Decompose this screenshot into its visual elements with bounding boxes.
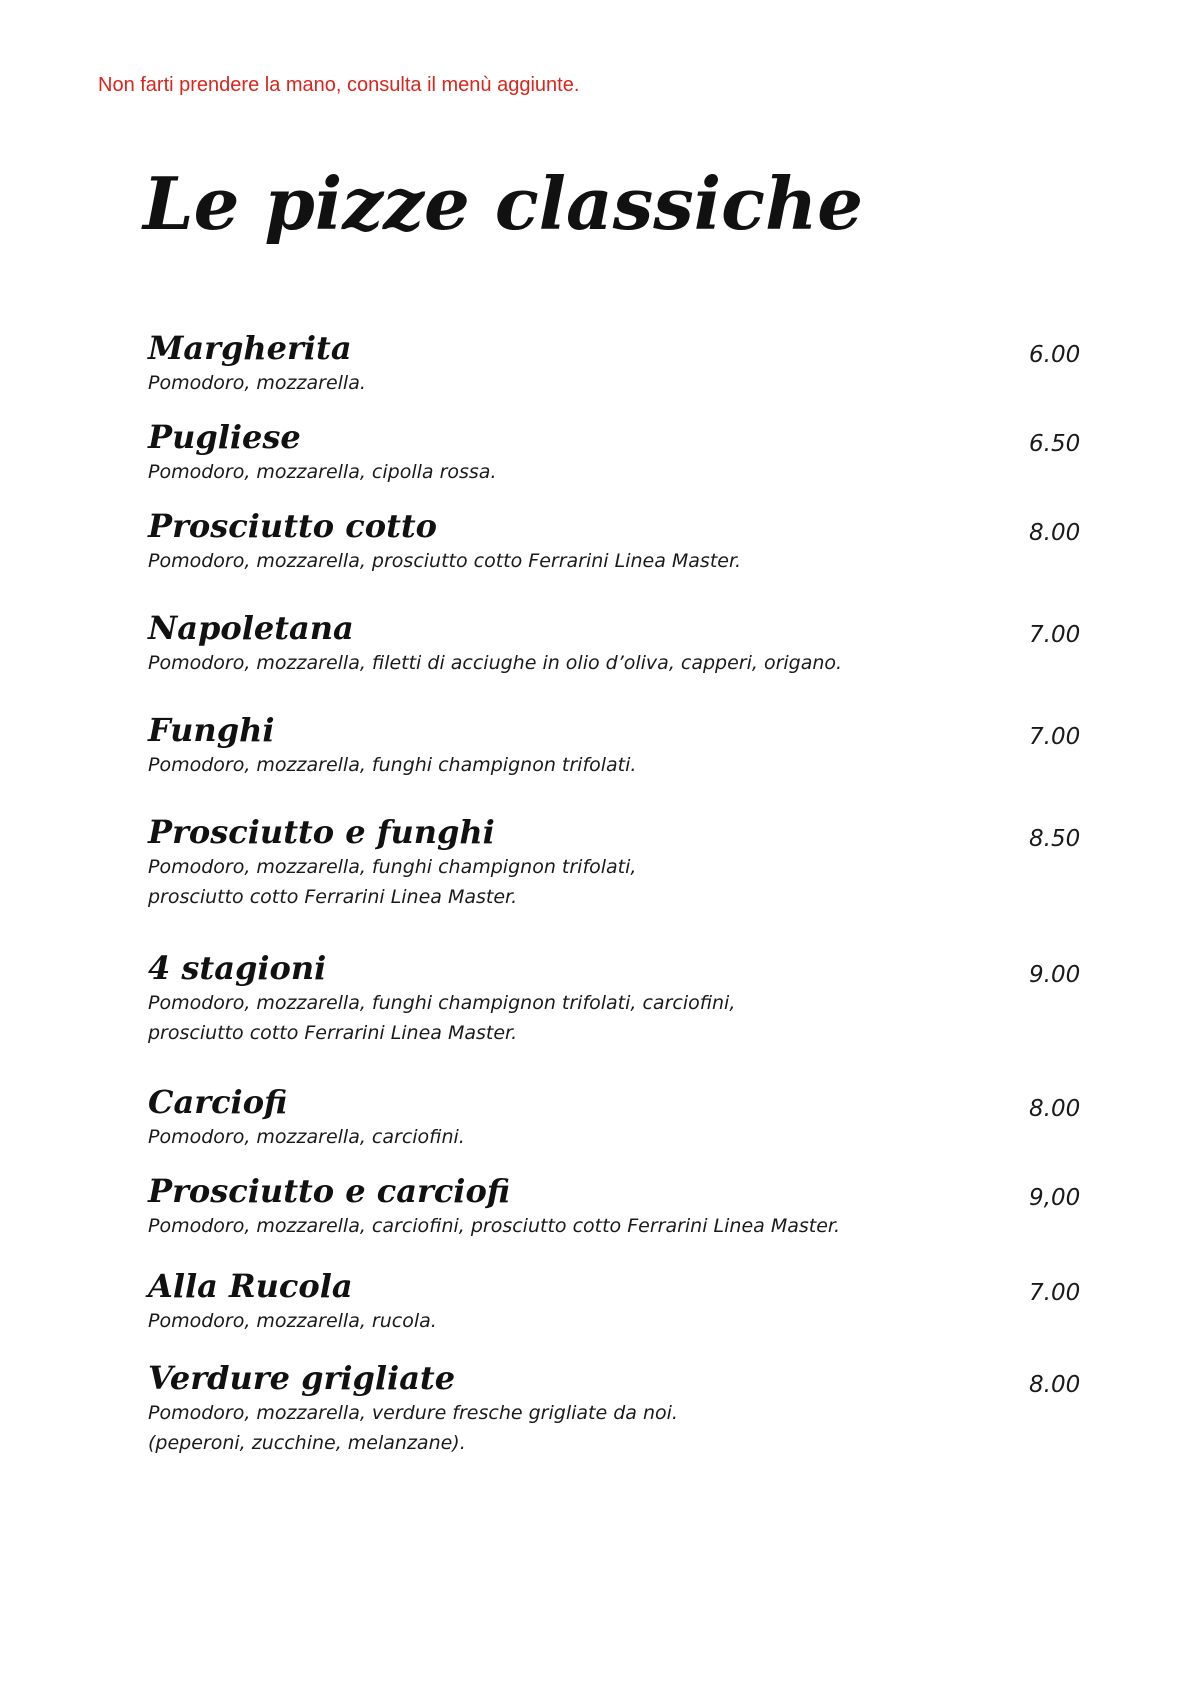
item-name: Pugliese (148, 418, 301, 456)
menu-item-prosciutto-e-funghi (148, 813, 1088, 908)
item-description: Pomodoro, mozzarella, funghi champignon trifolati, prosciutto cotto Ferrarini Linea Master. (148, 856, 637, 908)
item-price: 9.00 (1029, 962, 1081, 988)
item-price: 8.50 (1029, 826, 1081, 852)
item-name: 4 stagioni (148, 949, 327, 987)
item-description: Pomodoro, mozzarella, cipolla rossa. (148, 461, 497, 483)
item-name: Prosciutto e funghi (148, 813, 495, 851)
item-description: Pomodoro, mozzarella, funghi champignon trifolati. (148, 754, 637, 776)
item-description: Pomodoro, mozzarella, funghi champignon trifolati, carciofini, prosciutto cotto Ferrarini Linea Master. (148, 992, 736, 1044)
item-name: Verdure grigliate (148, 1359, 456, 1397)
item-price: 6.50 (1029, 431, 1081, 457)
addons-notice: Non farti prendere la mano, consulta il menù aggiunte. (98, 74, 580, 96)
item-name: Prosciutto e carciofi (148, 1172, 511, 1210)
item-name: Alla Rucola (148, 1267, 353, 1305)
menu-item-prosciutto-e-carciofi (148, 1173, 1088, 1263)
menu-item-4-stagioni (148, 949, 1088, 1044)
menu-item-funghi (148, 712, 1088, 802)
item-description: Pomodoro, mozzarella, filetti di acciughe in olio d’oliva, capperi, origano. (148, 652, 843, 674)
item-description: Pomodoro, mozzarella. (148, 372, 366, 394)
item-name: Prosciutto cotto (148, 507, 437, 545)
item-description: Pomodoro, mozzarella, rucola. (148, 1310, 437, 1332)
item-price: 7.00 (1029, 724, 1081, 750)
item-name: Margherita (148, 329, 352, 367)
item-description: Pomodoro, mozzarella, carciofini. (148, 1126, 465, 1148)
item-price: 9,00 (1029, 1185, 1081, 1211)
item-price: 8.00 (1029, 1096, 1081, 1122)
menu-item-prosciutto-cotto (148, 508, 1088, 598)
menu-title: Le pizze classiche (143, 161, 864, 246)
item-name: Napoletana (148, 609, 354, 647)
item-description: Pomodoro, mozzarella, carciofini, prosciutto cotto Ferrarini Linea Master. (148, 1215, 840, 1237)
item-description: Pomodoro, mozzarella, verdure fresche grigliate da noi. (peperoni, zucchine, melanzane). (148, 1402, 678, 1454)
menu-item-verdure-grigliate (148, 1359, 1088, 1454)
item-price: 8.00 (1029, 520, 1081, 546)
item-description: Pomodoro, mozzarella, prosciutto cotto Ferrarini Linea Master. (148, 550, 742, 572)
item-price: 6.00 (1029, 342, 1081, 368)
menu-item-napoletana (148, 610, 1088, 700)
item-price: 7.00 (1029, 622, 1081, 648)
item-price: 7.00 (1029, 1280, 1081, 1306)
item-name: Funghi (148, 711, 275, 749)
menu-item-pugliese (148, 419, 1088, 509)
item-name: Carciofi (148, 1083, 288, 1121)
menu-item-alla-rucola (148, 1268, 1088, 1358)
menu-item-carciofi (148, 1084, 1088, 1174)
item-price: 8.00 (1029, 1372, 1081, 1398)
menu-item-margherita (148, 330, 1088, 420)
